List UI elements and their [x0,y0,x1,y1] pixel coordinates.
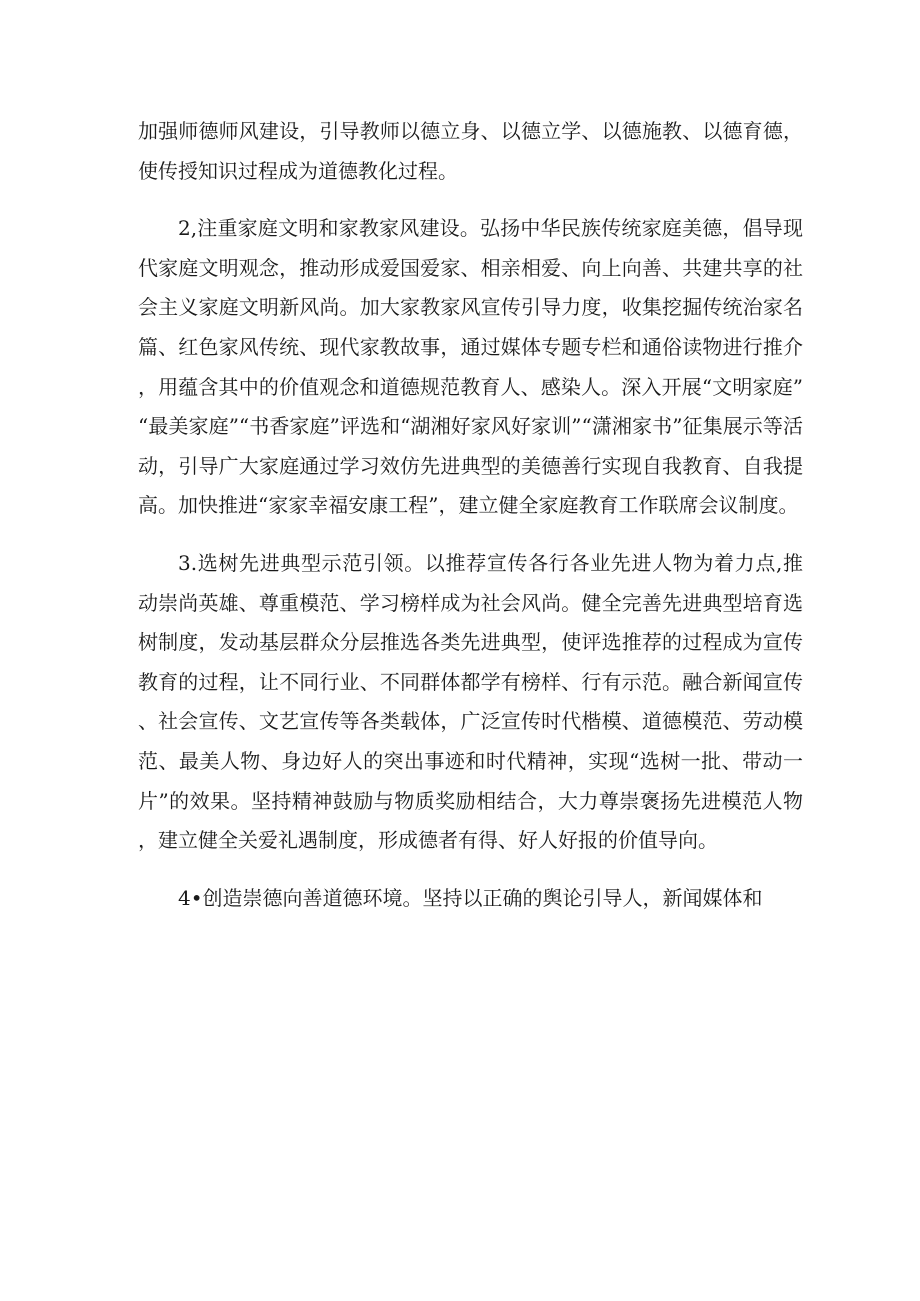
paragraph-teacher-ethics: 加强师德师风建设，引导教师以德立身、以德立学、以德施教、以德育德，使传授知识过程成为道德教化过程。 [138,119,803,183]
paragraph-family-tradition: 2,注重家庭文明和家教家风建设。弘扬中华民族传统家庭美德，倡导现代家庭文明观念，推动形成爱国爱家、相亲相爱、向上向善、共建共享的社会主义家庭文明新风尚。加大家教家风宣传引导力度，收集挖掘传统治家名篇、红色家风传统、现代家教故事，通过媒体专题专栏和通俗读物进行推介，用蕴含其中的价值观念和道德规范教育人、感染人。深入开展“文明家庭”“最美家庭”“书香家庭”评选和“湖湘好家风好家训”“潇湘家书”征集展示等活动，引导广大家庭通过学习效仿先进典型的美德善行实现自我教育、自我提高。加快推进“家家幸福安康工程”，建立健全家庭教育工作联席会议制度。 [138,216,803,518]
paragraph-advanced-models: 3.选树先进典型示范引领。以推荐宣传各行各业先进人物为着力点,推动崇尚英雄、尊重模范、学习榜样成为社会风尚。健全完善先进典型培育选树制度，发动基层群众分层推选各类先进典型，使评选推荐的过程成为宣传教育的过程，让不同行业、不同群体都学有榜样、行有示范。融合新闻宣传、社会宣传、文艺宣传等各类载体，广泛宣传时代楷模、道德模范、劳动模范、最美人物、身边好人的突出事迹和时代精神，实现“选树一批、带动一片”的效果。坚持精神鼓励与物质奖励相结合，大力尊崇褒扬先进模范人物，建立健全关爱礼遇制度，形成德者有得、好人好报的价值导向。 [138,550,803,853]
paragraph-moral-environment: 4•创造崇德向善道德环境。坚持以正确的舆论引导人，新闻媒体和 [178,885,763,910]
document-body [138,112,803,918]
